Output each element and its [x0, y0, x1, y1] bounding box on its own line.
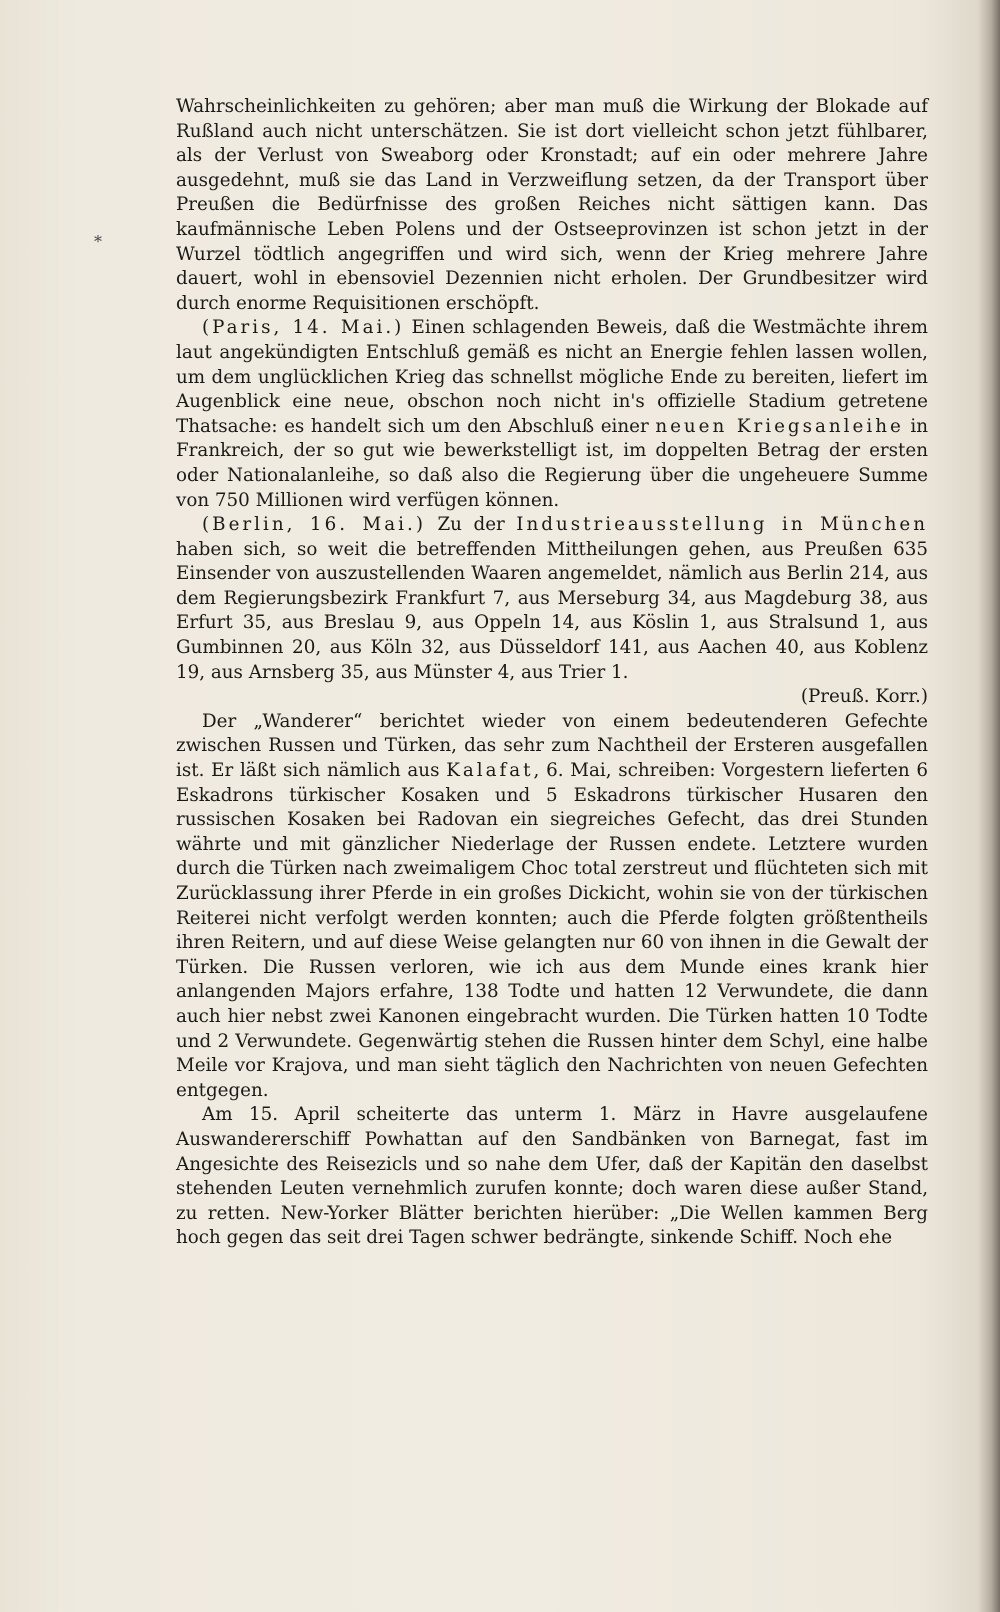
dateline-berlin: (Berlin, 16. Mai.) [202, 514, 426, 536]
page-gutter-shadow [978, 0, 1000, 1612]
paragraph-paris [176, 316, 928, 513]
paragraph-berlin [176, 513, 928, 685]
paragraph-text-continued: haben sich, so weit die betreffenden Mittheilungen gehen, aus Preußen 635 Einsender von auszustellenden Waaren angemeldet, nämlich aus Berlin 214, aus dem Regierungsbezirk Frankfurt 7, aus Merseburg 34, aus Magdeburg 38, aus Erfurt 35, aus Breslau 9, aus Oppeln 14, aus Köslin 1, aus Stralsund 1, aus Gumbinnen 20, aus Köln 32, aus Düsseldorf 141, aus Aachen 40, aus Koblenz 19, aus Arnsberg 35, aus Münster 4, aus Trier 1. [176, 538, 928, 683]
emphasis-kalafat: Kalafat [446, 760, 534, 782]
margin-mark: * [94, 232, 102, 251]
paragraph-powhattan [176, 1103, 928, 1251]
paragraph-wanderer [176, 710, 928, 1104]
emphasis-kriegsanleihe: neuen Kriegsanleihe [655, 415, 904, 437]
paragraph-text: Einen schlagenden Beweis, daß die Westmächte ihrem laut angekündigten Entschluß gemäß es nicht an Energie fehlen lassen wollen, um dem unglücklichen Krieg das schnellst mögliche Ende zu bereiten, liefert im Augenblick eine neue, obschon noch nicht in's offizielle Stadium getretene Thatsache: es handelt sich um den Abschluß einer [176, 317, 928, 437]
paragraph-text: Am 15. April scheiterte das unterm 1. März in Havre ausgelaufene Auswandererschiff Powhattan auf den Sandbänken von Barnegat, fast im Angesichte des Reisezicls und so nahe dem Ufer, daß der Kapitän den daselbst stehenden Leuten vernehmlich zurufen konnte; doch waren diese außer Stand, zu retten. New-Yorker Blätter berichten hierüber: „Die Wellen kammen Berg hoch gegen das seit drei Tagen schwer bedrängte, sinkende Schiff. Noch ehe [176, 1104, 928, 1249]
paragraph-text: Zu der [425, 514, 517, 536]
paragraph-text: Wahrscheinlichkeiten zu gehören; aber man muß die Wirkung der Blokade auf Rußland auch nicht unterschätzen. Sie ist dort vielleicht schon jetzt fühlbarer, als der Verlust von Sweaborg oder Kronstadt; auf ein oder mehrere Jahre ausgedehnt, muß sie das Land in Verzweiflung setzen, da der Transport über Preußen die Bedürfnisse des großen Reiches nicht sättigen kann. Das kaufmännische Leben Polens und der Ostseeprovinzen ist schon jetzt in der Wurzel tödtlich angegriffen und wird sich, wenn der Krieg mehrere Jahre dauert, wohl in ebensoviel Dezennien nicht erholen. Der Grundbesitzer wird durch enorme Requisitionen erschöpft. [176, 96, 928, 314]
paragraph-text-continued: , 6. Mai, schreiben: Vorgestern lieferten 6 Eskadrons türkischer Kosaken und 5 Eskadrons türkischer Husaren den russischen Kosaken bei Radovan ein siegreiches Gefecht, das drei Stunden währte und mit gänzlicher Niederlage der Russen endete. Letztere wurden durch die Türken nach zweimaligem Choc total zerstreut und flüchteten sich mit Zurücklassung ihrer Pferde in ein großes Dickicht, wohin sie von der türkischen Reiterei nicht verfolgt werden konnten; auch die Pferde folgten größtentheils ihren Reitern, und auf diese Weise gelangten nur 60 von ihnen in die Gewalt der Türken. Die Russen verloren, wie ich aus dem Munde eines krank hier anlangenden Majors erfahre, 138 Todte und hatten 12 Verwundete, die dann auch hier nebst zwei Kanonen eingebracht wurden. Die Türken hatten 10 Todte und 2 Verwundete. Gegenwärtig stehen die Russen hinter dem Schyl, eine halbe Meile vor Krajova, und man sieht täglich den Nachrichten von neuen Gefechten entgegen. [176, 760, 929, 1101]
dateline-paris: (Paris, 14. Mai.) [202, 317, 405, 339]
paragraph-blockade [176, 95, 928, 316]
emphasis-industrieausstellung: Industrieausstellung in München [516, 514, 929, 536]
paragraph-text: Der „Wanderer“ berichtet wieder von einem bedeutenderen Gefechte zwischen Russen und Türken, das sehr zum Nachtheil der Ersteren ausgefallen ist. Er läßt sich nämlich aus [176, 710, 928, 782]
page-text-block [176, 95, 928, 1251]
source-attribution [176, 685, 928, 710]
paragraph-text-continued: in Frankreich, der so gut wie bewerkstelligt ist, im doppelten Betrag der ersten oder Nationalanleihe, so daß also die Regierung über die ungeheuere Summe von 750 Millionen wird verfügen können. [176, 415, 929, 511]
source-label: (Preuß. Korr.) [800, 686, 928, 708]
